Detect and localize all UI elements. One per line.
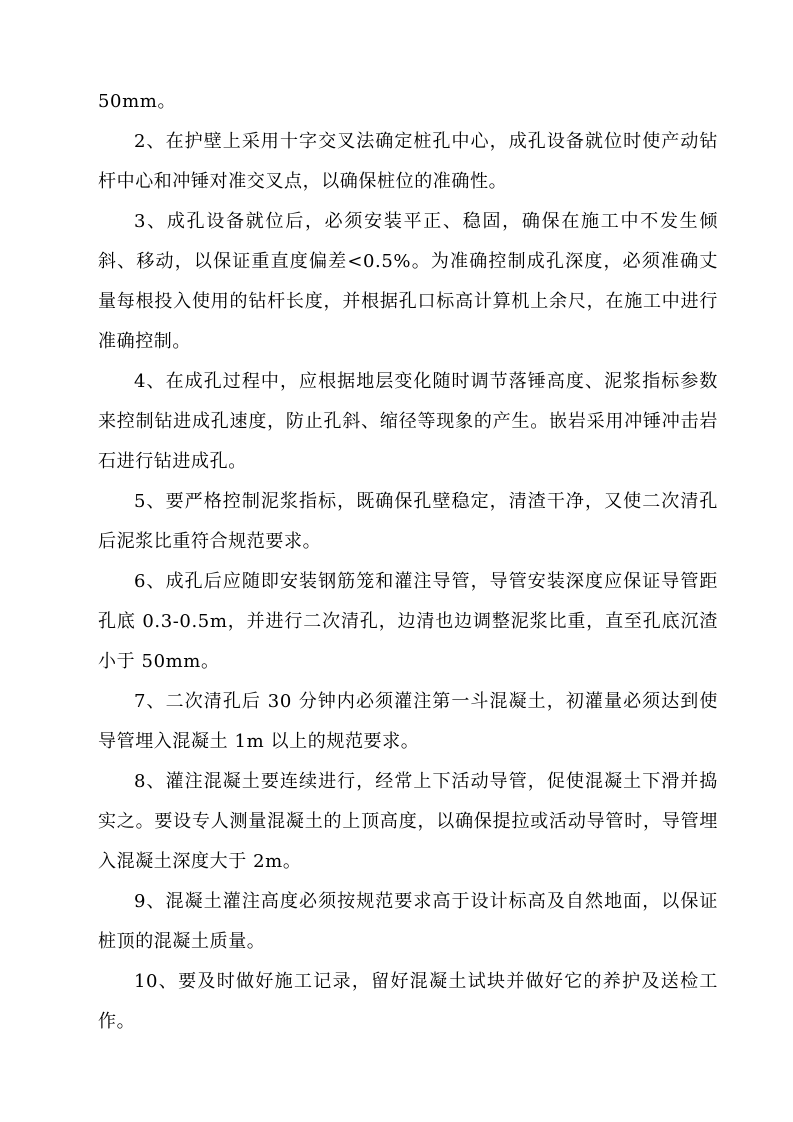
paragraph-item-6: 6、成孔后应随即安装钢筋笼和灌注导管，导管安装深度应保证导管距孔底 0.3-0.5m，并进行二次清孔，边清也边调整泥浆比重，直至孔底沉渣小于 50mm。 — [98, 571, 718, 672]
paragraph-item-5: 5、要严格控制泥浆指标，既确保孔壁稳定，清渣干净，又使二次清孔后泥浆比重符合规范要求。 — [98, 491, 718, 552]
paragraph-item-10: 10、要及时做好施工记录，留好混凝土试块并做好它的养护及送检工作。 — [98, 971, 718, 1032]
paragraph-item-4: 4、在成孔过程中，应根据地层变化随时调节落锤高度、泥浆指标参数来控制钻进成孔速度，防止孔斜、缩径等现象的产生。嵌岩采用冲锤冲击岩石进行钻进成孔。 — [98, 371, 718, 472]
paragraph-item-2: 2、在护壁上采用十字交叉法确定桩孔中心，成孔设备就位时使产动钻杆中心和冲锤对准交叉点，以确保桩位的准确性。 — [98, 131, 718, 192]
document-body — [98, 82, 718, 1042]
paragraph-continuation: 50mm。 — [98, 91, 177, 112]
paragraph-item-8: 8、灌注混凝土要连续进行，经常上下活动导管，促使混凝土下滑并捣实之。要设专人测量混凝土的上顶高度，以确保提拉或活动导管时，导管埋入混凝土深度大于 2m。 — [98, 771, 718, 872]
paragraph-item-9: 9、混凝土灌注高度必须按规范要求高于设计标高及自然地面，以保证桩顶的混凝土质量。 — [98, 891, 718, 952]
paragraph-item-7: 7、二次清孔后 30 分钟内必须灌注第一斗混凝土，初灌量必须达到使导管埋入混凝土 1m 以上的规范要求。 — [98, 691, 718, 752]
paragraph-item-3: 3、成孔设备就位后，必须安装平正、稳固，确保在施工中不发生倾斜、移动，以保证重直度偏差<0.5%。为准确控制成孔深度，必须准确丈量每根投入使用的钻杆长度，并根据孔口标高计算机上余尺，在施工中进行准确控制。 — [98, 211, 718, 352]
